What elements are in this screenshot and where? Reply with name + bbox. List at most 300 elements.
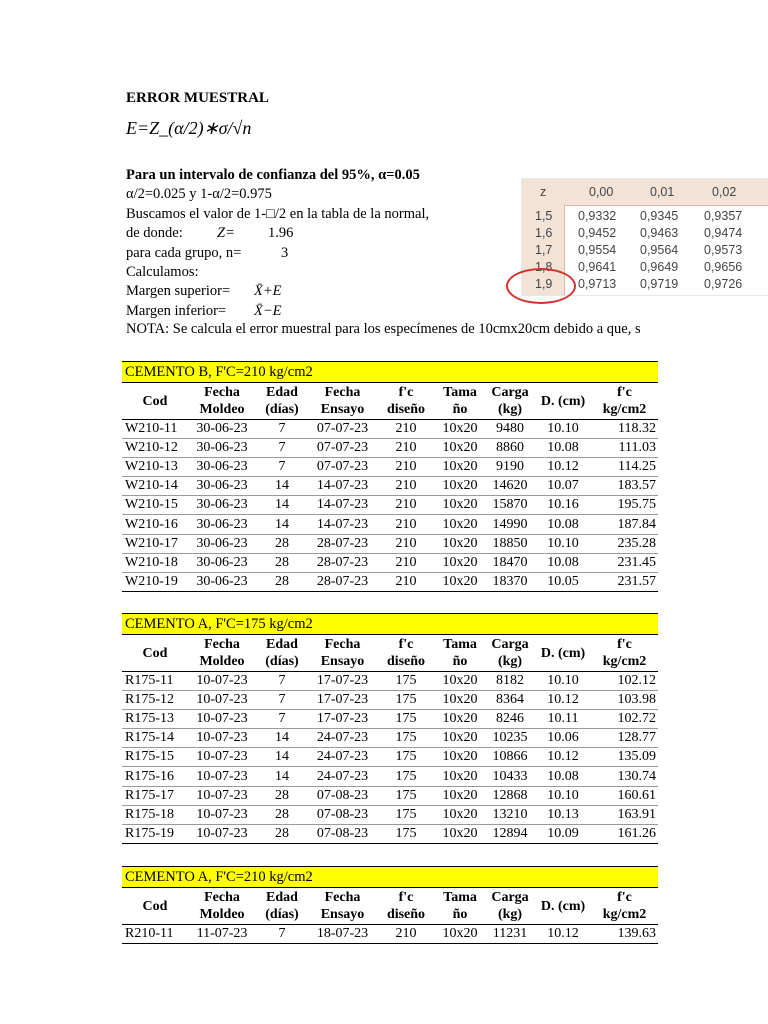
carga-cell: 12868 [485,786,535,805]
fc-cell: 135.09 [591,748,658,767]
fecha-ensayo-cell: 24-07-23 [308,748,377,767]
col-header: 0,01 [650,185,675,199]
z-header: z [540,185,547,199]
header-text: diseño [386,402,426,417]
col-cod-header [122,383,188,420]
col-edad-header [256,635,308,672]
table-row [122,767,658,786]
carga-cell: 13210 [485,805,535,824]
header-text: Edad [266,890,298,905]
col-carga-header [485,888,535,925]
col-header: 0,02 [712,185,737,199]
edad-cell: 28 [256,824,308,843]
fc-cell: 139.63 [591,925,658,944]
fc-diseno-cell: 210 [377,420,435,439]
cod-cell: W210-18 [122,553,188,572]
prob-cell: 0,9649 [640,260,679,274]
table-caption: CEMENTO A, F'C=210 kg/cm2 [122,866,658,888]
fecha-ensayo-cell: 17-07-23 [308,691,377,710]
cod-cell: R175-17 [122,786,188,805]
col-tamano-header [435,383,485,420]
prob-cell: 0,9554 [578,243,617,257]
fc-cell: 118.32 [591,420,658,439]
carga-cell: 18370 [485,572,535,591]
col-cod-header [122,888,188,925]
col-edad-header [256,888,308,925]
fc-cell: 235.28 [591,534,658,553]
cod-cell: W210-14 [122,477,188,496]
carga-cell: 10235 [485,729,535,748]
header-text: Tama [443,385,477,400]
header-text: Edad [266,385,298,400]
fecha-ensayo-cell: 28-07-23 [308,572,377,591]
normal-table-row [522,243,768,260]
z-cell: 1,8 [535,260,553,274]
normal-table-row [522,209,768,226]
col-fc-header [591,635,658,672]
prob-cell: 0,9713 [578,277,617,291]
edad-cell: 14 [256,748,308,767]
prob-cell: 0,9719 [640,277,679,291]
col-diametro-header [535,383,591,420]
table-caption: CEMENTO A, F'C=175 kg/cm2 [122,613,658,635]
carga-cell: 12894 [485,824,535,843]
fecha-moldeo-cell: 30-06-23 [188,458,256,477]
header-text: (kg) [497,402,523,417]
fecha-ensayo-cell: 24-07-23 [308,729,377,748]
n-line [126,244,429,263]
header-text: Moldeo [199,654,245,669]
z-var: Z= [217,225,235,242]
tamano-cell: 10x20 [435,672,485,691]
header-text: f'c [617,890,632,905]
z-cell: 1,5 [535,209,553,223]
lower-margin-formula: X̄−E [254,302,282,319]
col-carga-header [485,383,535,420]
carga-cell: 8246 [485,710,535,729]
diametro-cell: 10.08 [535,439,591,458]
tamano-cell: 10x20 [435,439,485,458]
fecha-moldeo-cell: 30-06-23 [188,572,256,591]
diametro-cell: 10.16 [535,496,591,515]
table-row [122,496,658,515]
edad-cell: 28 [256,553,308,572]
fc-cell: 231.45 [591,553,658,572]
header-text: f'c [617,385,632,400]
cod-cell: W210-13 [122,458,188,477]
tamano-cell: 10x20 [435,496,485,515]
tamano-cell: 10x20 [435,458,485,477]
header-text: Fecha [204,890,240,905]
header-text: Carga [491,637,529,652]
diametro-cell: 10.08 [535,767,591,786]
table-row [122,534,658,553]
edad-cell: 7 [256,710,308,729]
tamano-cell: 10x20 [435,729,485,748]
carga-cell: 18470 [485,553,535,572]
fc-diseno-cell: 210 [377,572,435,591]
fc-cell: 111.03 [591,439,658,458]
carga-cell: 8364 [485,691,535,710]
fc-cell: 187.84 [591,515,658,534]
fecha-moldeo-cell: 10-07-23 [188,748,256,767]
header-row [122,635,658,672]
alpha-line: α/2=0.025 y 1-α/2=0.975 [126,186,272,203]
header-text: (kg) [497,654,523,669]
prob-cell: 0,9573 [704,243,743,257]
table-row [122,420,658,439]
header-text: (días) [265,402,299,417]
fc-diseno-cell: 210 [377,553,435,572]
table-row [122,729,658,748]
diametro-cell: 10.10 [535,420,591,439]
z-value: 1.96 [268,225,294,242]
carga-cell: 10866 [485,748,535,767]
header-text: diseño [386,907,426,922]
z-cell: 1,7 [535,243,553,257]
header-text: Cod [142,393,168,409]
fecha-moldeo-cell: 30-06-23 [188,496,256,515]
z-value-line [126,224,429,243]
table-row [122,691,658,710]
cod-cell: W210-17 [122,534,188,553]
intro-text [126,166,429,321]
col-fc-diseno-header [377,888,435,925]
table-row [122,710,658,729]
prob-cell: 0,9345 [640,209,679,223]
diametro-cell: 10.07 [535,477,591,496]
tamano-cell: 10x20 [435,477,485,496]
fc-diseno-cell: 175 [377,729,435,748]
header-text: Moldeo [199,907,245,922]
header-text: Cod [142,898,168,914]
fc-cell: 161.26 [591,824,658,843]
tamano-cell: 10x20 [435,748,485,767]
fecha-moldeo-cell: 30-06-23 [188,439,256,458]
cod-cell: R175-18 [122,805,188,824]
header-text: ño [452,907,468,922]
cod-cell: W210-15 [122,496,188,515]
table-row [122,805,658,824]
edad-cell: 7 [256,439,308,458]
diametro-cell: 10.13 [535,805,591,824]
fc-cell: 128.77 [591,729,658,748]
fc-diseno-cell: 175 [377,805,435,824]
header-text: Fecha [204,385,240,400]
col-fc-diseno-header [377,383,435,420]
prob-cell: 0,9564 [640,243,679,257]
header-text: Tama [443,637,477,652]
edad-cell: 28 [256,572,308,591]
edad-cell: 7 [256,925,308,944]
fc-cell: 114.25 [591,458,658,477]
fecha-ensayo-cell: 17-07-23 [308,710,377,729]
fecha-ensayo-cell: 07-07-23 [308,420,377,439]
prob-cell: 0,9474 [704,226,743,240]
diametro-cell: 10.10 [535,672,591,691]
fecha-moldeo-cell: 10-07-23 [188,786,256,805]
diametro-cell: 10.06 [535,729,591,748]
tamano-cell: 10x20 [435,824,485,843]
fecha-ensayo-cell: 17-07-23 [308,672,377,691]
header-text: Carga [491,385,529,400]
header-text: Ensayo [320,402,365,417]
table-row [122,672,658,691]
fc-diseno-cell: 210 [377,515,435,534]
prob-cell: 0,9332 [578,209,617,223]
col-fecha-ensayo-header [308,635,377,672]
tamano-cell: 10x20 [435,553,485,572]
fecha-ensayo-cell: 07-07-23 [308,458,377,477]
tamano-cell: 10x20 [435,925,485,944]
header-text: (días) [265,654,299,669]
results-table-cemento-a-175 [122,613,658,844]
edad-cell: 14 [256,767,308,786]
fc-diseno-cell: 210 [377,496,435,515]
section-title: ERROR MUESTRAL [126,90,269,106]
cod-cell: W210-12 [122,439,188,458]
fc-diseno-cell: 175 [377,691,435,710]
header-text: f'c [398,890,414,905]
prob-cell: 0,9656 [704,260,743,274]
fc-diseno-cell: 175 [377,710,435,729]
diametro-cell: 10.08 [535,515,591,534]
edad-cell: 28 [256,534,308,553]
col-edad-header [256,383,308,420]
col-fecha-moldeo-header [188,888,256,925]
results-table-cemento-b-210 [122,361,658,592]
fecha-ensayo-cell: 07-08-23 [308,805,377,824]
carga-cell: 18850 [485,534,535,553]
diametro-cell: 10.10 [535,534,591,553]
table-body [122,420,658,592]
fc-cell: 103.98 [591,691,658,710]
header-text: Fecha [324,637,361,652]
normal-table-header [522,179,768,206]
header-text: (kg) [497,907,523,922]
prob-cell: 0,9726 [704,277,743,291]
col-tamano-header [435,635,485,672]
upper-margin-formula: X̄+E [254,283,282,300]
edad-cell: 14 [256,496,308,515]
fc-cell: 130.74 [591,767,658,786]
header-text: f'c [398,385,414,400]
diametro-cell: 10.12 [535,691,591,710]
fecha-moldeo-cell: 30-06-23 [188,477,256,496]
z-cell: 1,6 [535,226,553,240]
prob-cell: 0,9463 [640,226,679,240]
col-carga-header [485,635,535,672]
col-fc-diseno-header [377,635,435,672]
diametro-cell: 10.10 [535,786,591,805]
cod-cell: W210-11 [122,420,188,439]
table-row [122,572,658,591]
tamano-cell: 10x20 [435,786,485,805]
col-fecha-ensayo-header [308,888,377,925]
table-row [122,925,658,944]
diametro-cell: 10.12 [535,458,591,477]
carga-cell: 10433 [485,767,535,786]
fecha-moldeo-cell: 10-07-23 [188,805,256,824]
fc-cell: 160.61 [591,786,658,805]
carga-cell: 14990 [485,515,535,534]
fc-cell: 102.12 [591,672,658,691]
tamano-cell: 10x20 [435,420,485,439]
table-caption: CEMENTO B, F'C=210 kg/cm2 [122,361,658,383]
fecha-moldeo-cell: 10-07-23 [188,824,256,843]
tamano-cell: 10x20 [435,767,485,786]
fc-diseno-cell: 175 [377,748,435,767]
data-table [122,635,658,844]
header-text: f'c [398,637,414,652]
edad-cell: 7 [256,691,308,710]
diametro-cell: 10.09 [535,824,591,843]
diametro-cell: 10.12 [535,925,591,944]
fecha-ensayo-cell: 14-07-23 [308,515,377,534]
header-row [122,383,658,420]
header-text: ño [452,654,468,669]
edad-cell: 7 [256,672,308,691]
error-formula: E=Z_(α/2)∗σ/√n [126,118,252,138]
fecha-ensayo-cell: 24-07-23 [308,767,377,786]
fecha-moldeo-cell: 10-07-23 [188,729,256,748]
cod-cell: W210-16 [122,515,188,534]
edad-cell: 7 [256,458,308,477]
fc-cell: 102.72 [591,710,658,729]
col-fecha-moldeo-header [188,635,256,672]
col-header: 0,00 [589,185,614,199]
fecha-ensayo-cell: 07-07-23 [308,439,377,458]
normal-table-row [522,226,768,243]
header-text: D. (cm) [540,393,586,409]
edad-cell: 14 [256,515,308,534]
data-table [122,888,658,944]
fc-diseno-cell: 175 [377,786,435,805]
tamano-cell: 10x20 [435,572,485,591]
header-text: Ensayo [320,907,365,922]
fc-cell: 183.57 [591,477,658,496]
carga-cell: 9480 [485,420,535,439]
header-text: Moldeo [199,402,245,417]
header-text: (días) [265,907,299,922]
fecha-ensayo-cell: 18-07-23 [308,925,377,944]
prob-cell: 0,9357 [704,209,743,223]
lower-margin-line [126,302,429,321]
prob-cell: 0,9452 [578,226,617,240]
carga-cell: 14620 [485,477,535,496]
fc-diseno-cell: 210 [377,458,435,477]
table-row [122,786,658,805]
header-text: Fecha [324,890,361,905]
header-text: Edad [266,637,298,652]
table-row [122,515,658,534]
header-text: Carga [491,890,529,905]
header-text: f'c [617,637,632,652]
cod-cell: R175-13 [122,710,188,729]
prob-cell: 0,9641 [578,260,617,274]
header-text: Tama [443,890,477,905]
diametro-cell: 10.12 [535,748,591,767]
diametro-cell: 10.11 [535,710,591,729]
fc-diseno-cell: 210 [377,477,435,496]
calc-line: Calculamos: [126,263,199,280]
tamano-cell: 10x20 [435,534,485,553]
cod-cell: W210-19 [122,572,188,591]
table-row [122,458,658,477]
fc-diseno-cell: 210 [377,534,435,553]
carga-cell: 8182 [485,672,535,691]
table-row [122,477,658,496]
carga-cell: 15870 [485,496,535,515]
edad-cell: 28 [256,786,308,805]
cod-cell: R175-19 [122,824,188,843]
header-text: D. (cm) [540,898,586,914]
header-text: Fecha [204,637,240,652]
fecha-ensayo-cell: 07-08-23 [308,786,377,805]
carga-cell: 11231 [485,925,535,944]
fecha-ensayo-cell: 28-07-23 [308,534,377,553]
diametro-cell: 10.05 [535,572,591,591]
z-label: de donde: [126,225,183,242]
note-text: NOTA: Se calcula el error muestral para los especímenes de 10cmx20cm debido a que, s [126,321,641,337]
col-diametro-header [535,888,591,925]
header-text: Cod [142,645,168,661]
cod-cell: R175-15 [122,748,188,767]
tamano-cell: 10x20 [435,805,485,824]
fecha-moldeo-cell: 10-07-23 [188,672,256,691]
header-text: Ensayo [320,654,365,669]
fecha-moldeo-cell: 30-06-23 [188,515,256,534]
table-row [122,748,658,767]
cod-cell: R175-16 [122,767,188,786]
edad-cell: 14 [256,477,308,496]
header-text: kg/cm2 [602,907,647,922]
fecha-moldeo-cell: 10-07-23 [188,710,256,729]
fecha-ensayo-cell: 07-08-23 [308,824,377,843]
header-text: diseño [386,654,426,669]
header-text: kg/cm2 [602,654,647,669]
fc-cell: 195.75 [591,496,658,515]
fecha-ensayo-cell: 14-07-23 [308,496,377,515]
tamano-cell: 10x20 [435,691,485,710]
fc-cell: 231.57 [591,572,658,591]
fc-cell: 163.91 [591,805,658,824]
fecha-ensayo-cell: 14-07-23 [308,477,377,496]
tamano-cell: 10x20 [435,515,485,534]
diametro-cell: 10.08 [535,553,591,572]
col-fecha-moldeo-header [188,383,256,420]
header-text: Fecha [324,385,361,400]
lower-margin-label: Margen inferior= [126,302,227,319]
header-text: ño [452,402,468,417]
data-table [122,383,658,592]
col-fecha-ensayo-header [308,383,377,420]
fc-diseno-cell: 210 [377,439,435,458]
header-text: D. (cm) [540,645,586,661]
carga-cell: 9190 [485,458,535,477]
edad-cell: 28 [256,805,308,824]
col-fc-header [591,383,658,420]
fecha-moldeo-cell: 11-07-23 [188,925,256,944]
fecha-moldeo-cell: 30-06-23 [188,420,256,439]
results-table-cemento-a-210 [122,866,658,944]
fc-diseno-cell: 210 [377,925,435,944]
fecha-moldeo-cell: 10-07-23 [188,767,256,786]
lookup-line: Buscamos el valor de 1-□/2 en la tabla de la normal, [126,205,430,222]
fc-diseno-cell: 175 [377,672,435,691]
upper-margin-label: Margen superior= [126,283,231,300]
cod-cell: R175-11 [122,672,188,691]
